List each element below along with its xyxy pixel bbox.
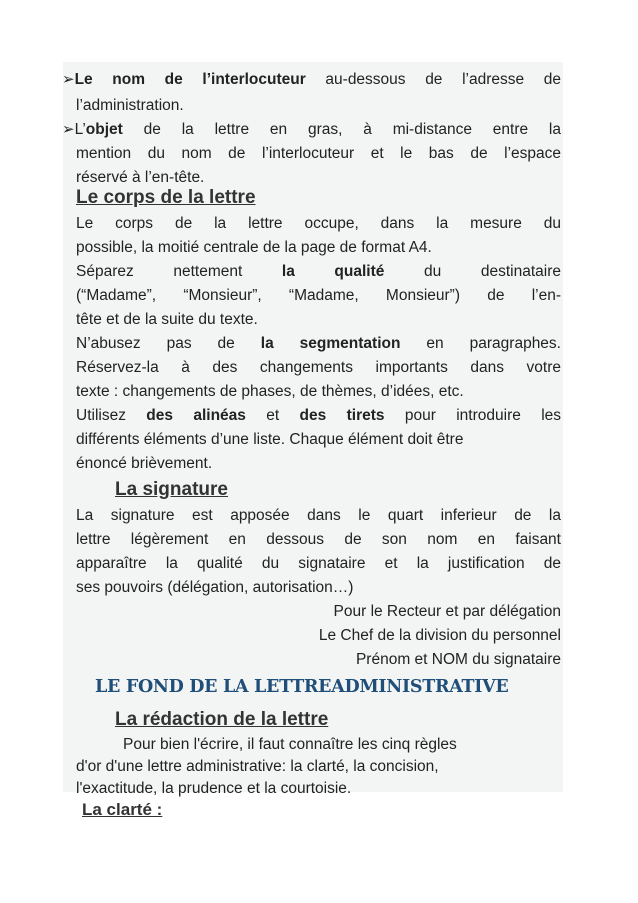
signature-line: ses pouvoirs (délégation, autorisation…) xyxy=(76,579,354,596)
corps-line: possible, la moitié centrale de la page de format A4. xyxy=(76,239,432,256)
bullet-objet-cont: réservé à l’en-tête. xyxy=(76,169,205,186)
arrow-bullet-icon: ➢ xyxy=(62,71,75,88)
corps-line: Le corps de la lettre occupe, dans la mesure du xyxy=(76,215,561,232)
segmentation-bold: la segmentation xyxy=(260,335,401,352)
qualite-cont: tête et de la suite du texte. xyxy=(76,311,258,328)
alineas-mid: et xyxy=(245,407,300,424)
qualite-line xyxy=(76,262,561,282)
redaction-heading: La rédaction de la lettre xyxy=(115,709,329,730)
alineas-pre: Utilisez xyxy=(76,407,147,424)
signature-block-line: Le Chef de la division du personnel xyxy=(318,627,561,644)
bullet-interlocuteur-bold: Le nom de l’interlocuteur xyxy=(74,71,306,88)
fond-heading: LE FOND DE LA LETTREADMINISTRATIVE xyxy=(95,677,509,697)
arrow-bullet-icon: ➢ xyxy=(62,121,75,138)
bullet-objet-cont: mention du nom de l’interlocuteur et le bas de l’espace xyxy=(76,145,561,162)
bullet-interlocuteur-cont: l’administration. xyxy=(76,97,184,114)
tirets-bold: des tirets xyxy=(299,407,385,424)
segmentation-post: en paragraphes. xyxy=(400,335,561,352)
signature-line: lettre légèrement en dessous de son nom en faisant xyxy=(76,531,561,548)
bullet-interlocuteur xyxy=(62,70,561,90)
segmentation-cont: texte : changements de phases, de thèmes, d’idées, etc. xyxy=(76,383,464,400)
signature-line: apparaître la qualité du signataire et la justification de xyxy=(76,555,561,572)
redaction-line: Pour bien l'écrire, il faut connaître les cinq règles xyxy=(123,736,457,753)
qualite-pre: Séparez nettement xyxy=(76,263,282,280)
alineas-cont: différents éléments d’une liste. Chaque élément doit être xyxy=(76,431,464,448)
clarte-heading: La clarté : xyxy=(82,800,163,819)
alineas-bold: des alinéas xyxy=(146,407,246,424)
alineas-line xyxy=(76,406,561,426)
qualite-post: du destinataire xyxy=(384,263,561,280)
qualite-cont: (“Madame”, “Monsieur”, “Madame, Monsieur”) de l’en- xyxy=(76,287,561,304)
signature-heading: La signature xyxy=(115,479,228,500)
corps-heading: Le corps de la lettre xyxy=(76,187,256,208)
bullet-objet-text: de la lettre en gras, à mi-distance entre la xyxy=(122,121,561,138)
signature-line: La signature est apposée dans le quart inferieur de la xyxy=(76,507,561,524)
segmentation-cont: Réservez-la à des changements importants dans votre xyxy=(76,359,561,376)
segmentation-line xyxy=(76,334,561,354)
signature-block-line: Prénom et NOM du signataire xyxy=(355,651,561,668)
alineas-post: pour introduire les xyxy=(384,407,562,424)
bullet-interlocuteur-text: au-dessous de l’adresse de xyxy=(305,71,561,88)
bullet-objet xyxy=(62,120,561,140)
segmentation-pre: N’abusez pas de xyxy=(76,335,261,352)
signature-block-line: Pour le Recteur et par délégation xyxy=(333,603,561,620)
bullet-objet-pre: L’ xyxy=(74,121,86,138)
redaction-line: l'exactitude, la prudence et la courtoisie. xyxy=(76,780,352,797)
redaction-line: d'or d'une lettre administrative: la clarté, la concision, xyxy=(76,758,439,775)
qualite-bold: la qualité xyxy=(281,263,385,280)
bullet-objet-bold: objet xyxy=(85,121,123,138)
alineas-cont: énoncé brièvement. xyxy=(76,455,213,472)
